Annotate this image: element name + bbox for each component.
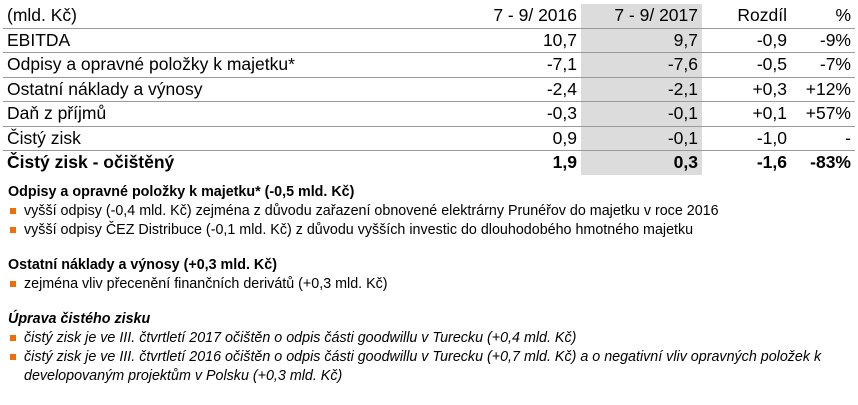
value-percent: -7% — [791, 53, 855, 78]
value-percent: - — [791, 126, 855, 151]
table-row — [3, 126, 855, 151]
header-unit: (mld. Kč) — [3, 4, 469, 28]
square-bullet-icon — [10, 354, 16, 360]
value-2016: 0,9 — [469, 126, 581, 151]
note-title: Úprava čistého zisku — [8, 311, 151, 327]
square-bullet-icon — [10, 227, 16, 233]
value-2017: -2,1 — [581, 77, 702, 102]
list-item — [8, 329, 853, 348]
row-label: Odpisy a opravné položky k majetku* — [3, 53, 469, 78]
financial-table — [3, 4, 855, 175]
table-row-total — [3, 151, 855, 175]
list-item — [8, 348, 853, 386]
value-percent: -83% — [810, 152, 851, 173]
table-row — [3, 102, 855, 127]
list-item-text: vyšší odpisy (-0,4 mld. Kč) zejména z důvodu zařazení obnovené elektrárny Prunéřov do majetku v roce 2016 — [24, 203, 719, 219]
table-header-row — [3, 4, 855, 28]
value-2016: -2,4 — [469, 77, 581, 102]
value-2017: -7,6 — [581, 53, 702, 78]
commentary — [8, 183, 853, 386]
value-difference: -0,9 — [702, 28, 791, 53]
row-label: Ostatní náklady a výnosy — [3, 77, 469, 102]
header-2016: 7 - 9/ 2016 — [469, 4, 581, 28]
value-2016: 1,9 — [552, 152, 577, 173]
value-2016: -7,1 — [469, 53, 581, 78]
value-difference: -1,6 — [756, 152, 787, 173]
value-2016: 10,7 — [469, 28, 581, 53]
table-row — [3, 28, 855, 53]
header-difference: Rozdíl — [702, 4, 791, 28]
table-row — [3, 53, 855, 78]
list-item-text: čistý zisk je ve III. čtvrtletí 2016 očištěn o odpis části goodwillu v Turecku (+0,7 mld. Kč) a o negativní vliv opravných položek k developovaným projektům v Polsku (+0,3 mld. Kč) — [24, 349, 822, 384]
value-2017: -0,1 — [581, 126, 702, 151]
row-label: Čistý zisk - očištěný — [7, 152, 175, 173]
bullet-list — [8, 275, 853, 294]
value-2017: 0,3 — [581, 151, 702, 175]
square-bullet-icon — [10, 281, 16, 287]
value-percent: +57% — [791, 102, 855, 127]
note-title: Ostatní náklady a výnosy (+0,3 mld. Kč) — [8, 257, 277, 273]
note-section-depreciation — [8, 183, 853, 240]
square-bullet-icon — [10, 335, 16, 341]
note-section-net-income-adjustment — [8, 310, 853, 386]
header-2017: 7 - 9/ 2017 — [581, 4, 702, 28]
note-section-other-costs — [8, 256, 853, 294]
list-item — [8, 275, 853, 294]
row-label: EBITDA — [3, 28, 469, 53]
value-percent: +12% — [791, 77, 855, 102]
bullet-list — [8, 202, 853, 240]
header-percent: % — [791, 4, 855, 28]
square-bullet-icon — [10, 208, 16, 214]
value-percent: -9% — [791, 28, 855, 53]
list-item-text: čistý zisk je ve III. čtvrtletí 2017 očištěn o odpis části goodwillu v Turecku (+0,4 mld. Kč) — [24, 330, 577, 346]
table-row — [3, 77, 855, 102]
value-difference: +0,1 — [702, 102, 791, 127]
value-2017: 9,7 — [581, 28, 702, 53]
value-2017: -0,1 — [581, 102, 702, 127]
list-item-text: vyšší odpisy ČEZ Distribuce (-0,1 mld. Kč) z důvodu vyšších investic do dlouhodobého hmotného majetku — [24, 222, 694, 238]
note-title: Odpisy a opravné položky k majetku* (-0,5 mld. Kč) — [8, 184, 355, 200]
value-difference: -0,5 — [702, 53, 791, 78]
list-item — [8, 221, 853, 240]
row-label: Čistý zisk — [3, 126, 469, 151]
value-difference: +0,3 — [702, 77, 791, 102]
value-difference: -1,0 — [702, 126, 791, 151]
bullet-list — [8, 329, 853, 386]
value-2016: -0,3 — [469, 102, 581, 127]
row-label: Daň z příjmů — [3, 102, 469, 127]
list-item-text: zejména vliv přecenění finančních derivátů (+0,3 mld. Kč) — [24, 276, 388, 292]
list-item — [8, 202, 853, 221]
